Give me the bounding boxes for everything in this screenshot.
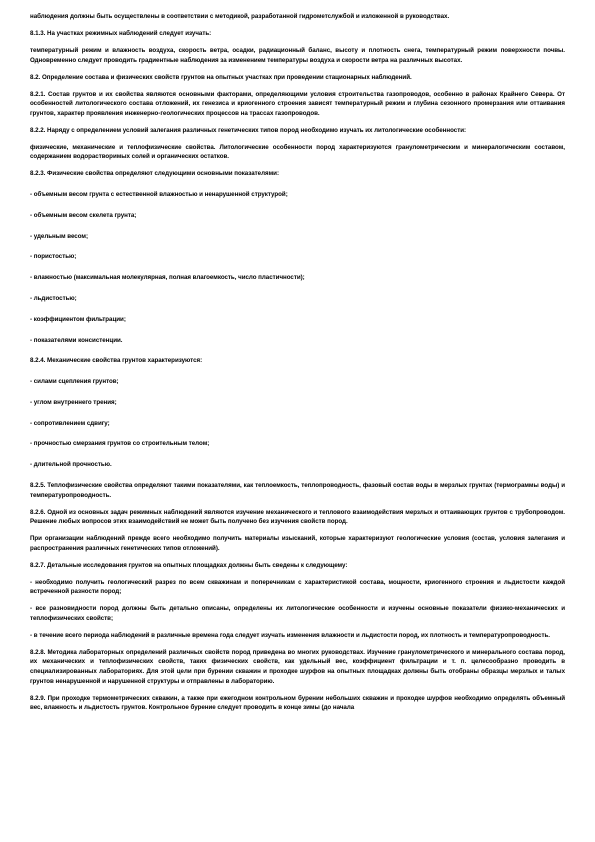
list-item-ice-content: - льдистостью; bbox=[30, 294, 77, 302]
paragraph-8-2-2-body: физические, механические и теплофизические свойства. Литологические особенности пород характеризуются гранулометрическим и минералогическим составом, содержанием водорастворимых солей и органических остатков. bbox=[30, 143, 565, 161]
paragraph-8-1-3-body: температурный режим и влажность воздуха, скорость ветра, осадки, радиационный баланс, высоту и плотность снега, температурный режим поверхности почвы. Одновременно следует проводить градиентные наблюдения за изменением температуры воздуха и скорости ветра на различных высотах. bbox=[30, 46, 565, 64]
list-item-porosity: - пористостью; bbox=[30, 253, 77, 261]
list-item-specific-weight: - удельным весом; bbox=[30, 232, 89, 240]
paragraph-survey-materials: При организации наблюдений прежде всего необходимо получить материалы изысканий, которые характеризуют геологические условия (состав, условия залегания и распространения различных генетических типов отложений). bbox=[30, 535, 565, 552]
paragraph-observations-note: наблюдения должны быть осуществлены в соответствии с методикой, разработанной гидрометслужбой и изложенной в руководствах. bbox=[30, 13, 450, 20]
list-item-cohesion: - силами сцепления грунтов; bbox=[30, 378, 119, 386]
list-item-friction-angle: - углом внутреннего трения; bbox=[30, 398, 117, 406]
paragraph-8-2-4: 8.2.4. Механические свойства грунтов характеризуются: bbox=[30, 357, 203, 365]
list-item-filtration: - коэффициентом фильтрации; bbox=[30, 315, 126, 323]
paragraph-8-2-1: 8.2.1. Состав грунтов и их свойства являются основными факторами, определяющими условия строительства газопроводов, особенно в районах Крайнего Севера. От особенностей литологического состава отложений, их генезиса и криогенного строения зависят температурный режим и глубина сезонного промерзания или оттаивания грунтов, характер проявления инженерно-геологических процессов на трассах газопроводов. bbox=[30, 90, 565, 117]
list-item-skeleton-weight: - объемным весом скелета грунта; bbox=[30, 211, 137, 219]
list-item-long-term-strength: - длительной прочностью. bbox=[30, 461, 112, 469]
paragraph-8-2-5: 8.2.5. Теплофизические свойства определяют такими показателями, как теплоемкость, теплопроводность, фазовый состав воды в мерзлых грунтах (термограммы воды) и температуропроводность. bbox=[30, 481, 565, 499]
section-8-2-heading: 8.2. Определение состава и физических свойств грунтов на опытных участках при проведении стационарных наблюдений. bbox=[30, 73, 412, 81]
paragraph-8-2-2: 8.2.2. Наряду с определением условий залегания различных генетических типов пород необходимо изучать их литологические особенности: bbox=[30, 126, 467, 134]
list-item-freezing-strength: - прочностью смерзания грунтов со строительным телом; bbox=[30, 440, 210, 448]
paragraph-8-2-3: 8.2.3. Физические свойства определяют следующими основными показателями: bbox=[30, 170, 279, 178]
list-item-volume-weight: - объемным весом грунта с естественной влажностью и ненарушенной структурой; bbox=[30, 191, 288, 199]
paragraph-8-2-6: 8.2.6. Одной из основных задач режимных наблюдений являются изучение механического и теплового взаимодействия мерзлых и оттаивающих грунтов с трубопроводом. Решение любых вопросов этих взаимодействий не может быть получено без изучения свойств пород. bbox=[30, 508, 565, 526]
list-item-seasonal-changes: - в течение всего периода наблюдений в различные времена года следует изучать изменения влажности и льдистости пород, их плотность и температуропроводность. bbox=[30, 631, 550, 639]
paragraph-8-2-8: 8.2.8. Методика лабораторных определений различных свойств пород приведена во многих руководствах. Изучение гранулометрического и минерального состава пород, их механических и теплофизических свойств, таких физических свойств, как удельный вес, коэффициент фильтрации и т. п. целесообразно проводить в специализированных лабораториях. Для этой цели при бурении скважин и проходке шурфов на опытных площадках должны быть отобраны образцы мерзлых и талых грунтов ненарушенной и нарушенной структуры и отправлены в лабораторию. bbox=[30, 648, 565, 685]
list-item-consistency: - показателями консистенции. bbox=[30, 336, 123, 344]
list-item-moisture: - влажностью (максимальная молекулярная, полная влагоемкость, число пластичности); bbox=[30, 274, 305, 282]
paragraph-8-2-7: 8.2.7. Детальные исследования грунтов на опытных площадках должны быть сведены к следующему: bbox=[30, 561, 348, 569]
paragraph-8-1-3-heading: 8.1.3. На участках режимных наблюдений следует изучать: bbox=[30, 29, 212, 37]
paragraph-8-2-9: 8.2.9. При проходке термометрических скважин, а также при ежегодном контрольном бурении небольших скважин и проходке шурфов необходимо определять объемный вес, влажность и льдистость грунтов. Контрольное бурение следует проводить в конце зимы (до начала bbox=[30, 694, 565, 712]
list-item-shear-resistance: - сопротивлением сдвигу; bbox=[30, 419, 110, 427]
list-item-rock-varieties: - все разновидности пород должны быть детально описаны, определены их литологические особенности и изучены основные показатели физико-механических и теплофизических свойств; bbox=[30, 605, 565, 622]
list-item-geological-section: - необходимо получить геологический разрез по всем скважинам и поперечникам с характеристикой состава, мощности, криогенного строения и льдистости каждой встреченной разности пород; bbox=[30, 578, 565, 596]
